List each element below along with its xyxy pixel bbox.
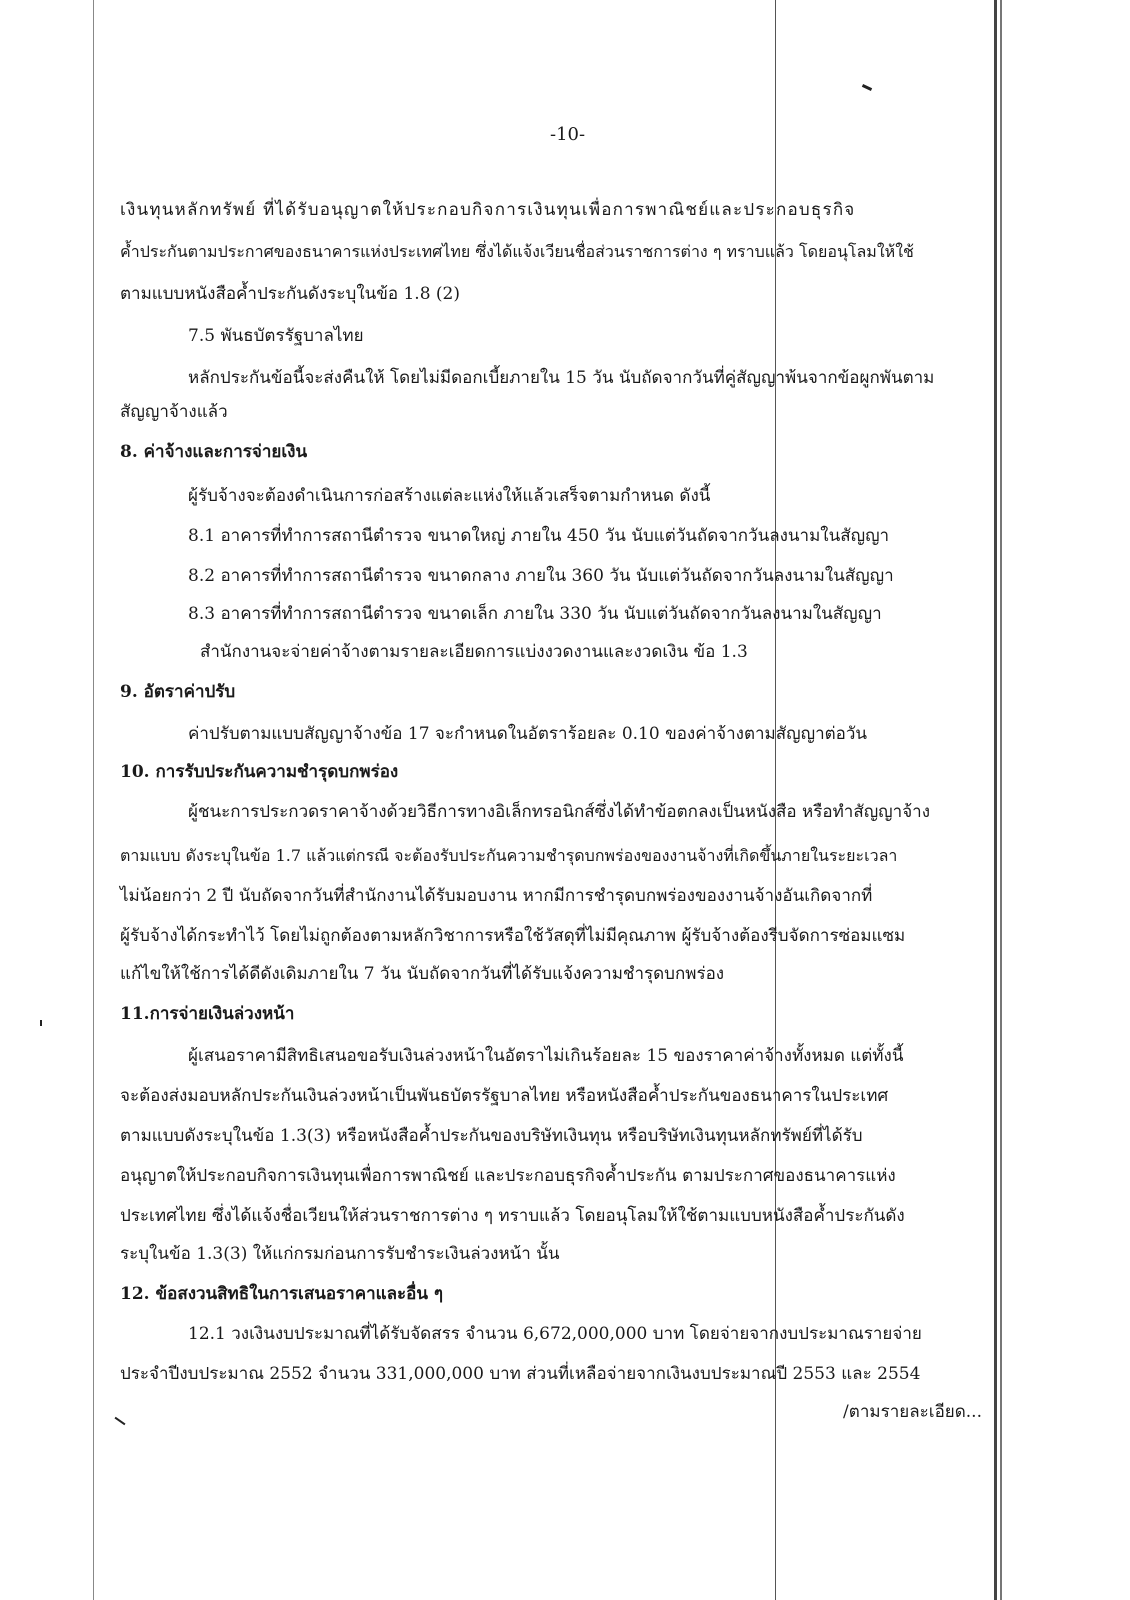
scan-border-left xyxy=(93,0,94,1600)
paragraph-line: ค่าปรับตามแบบสัญญาจ้างข้อ 17 จะกำหนดในอัตราร้อยละ 0.10 ของค่าจ้างตามสัญญาต่อวัน xyxy=(188,724,868,744)
paragraph-line: 8.2 อาคารที่ทำการสถานีตำรวจ ขนาดกลาง ภายใน 360 วัน นับแต่วันถัดจากวันลงนามในสัญญา xyxy=(188,566,894,586)
paragraph-line: ประจำปีงบประมาณ 2552 จำนวน 331,000,000 บาท ส่วนที่เหลือจ่ายจากเงินงบประมาณปี 2553 และ 2554 xyxy=(120,1364,921,1384)
paragraph-line: ค้ำประกันตามประกาศของธนาคารแห่งประเทศไทย ซึ่งได้แจ้งเวียนชื่อส่วนราชการต่าง ๆ ทราบแล้ว โดยอนุโลมให้ใช้ xyxy=(120,242,914,261)
paragraph-line: 12.1 วงเงินงบประมาณที่ได้รับจัดสรร จำนวน 6,672,000,000 บาท โดยจ่ายจากงบประมาณรายจ่าย xyxy=(188,1324,922,1344)
scan-border-right xyxy=(994,0,997,1600)
paragraph-line: ตามแบบหนังสือค้ำประกันดังระบุในข้อ 1.8 (2) xyxy=(120,284,460,304)
paragraph-line: 8.3 อาคารที่ทำการสถานีตำรวจ ขนาดเล็ก ภายใน 330 วัน นับแต่วันถัดจากวันลงนามในสัญญา xyxy=(188,604,882,624)
paragraph-line: 7.5 พันธบัตรรัฐบาลไทย xyxy=(188,326,364,346)
scan-speck xyxy=(115,1417,126,1426)
paragraph-line: ผู้เสนอราคามีสิทธิเสนอขอรับเงินล่วงหน้าในอัตราไม่เกินร้อยละ 15 ของราคาค่าจ้างทั้งหมด แต่ทั้งนี้ xyxy=(188,1046,904,1066)
paragraph-line: 8.1 อาคารที่ทำการสถานีตำรวจ ขนาดใหญ่ ภายใน 450 วัน นับแต่วันถัดจากวันลงนามในสัญญา xyxy=(188,526,890,546)
continuation-note: /ตามรายละเอียด... xyxy=(843,1402,982,1422)
paragraph-line: จะต้องส่งมอบหลักประกันเงินล่วงหน้าเป็นพันธบัตรรัฐบาลไทย หรือหนังสือค้ำประกันของธนาคารในประเทศ xyxy=(120,1086,889,1106)
paragraph-line: ตามแบบดังระบุในข้อ 1.3(3) หรือหนังสือค้ำประกันของบริษัทเงินทุน หรือบริษัทเงินทุนหลักทรัพย์ที่ได้รับ xyxy=(120,1126,863,1146)
section-heading: 11.การจ่ายเงินล่วงหน้า xyxy=(120,1004,295,1024)
paragraph-line: แก้ไขให้ใช้การได้ดีดังเดิมภายใน 7 วัน นับถัดจากวันที่ได้รับแจ้งความชำรุดบกพร่อง xyxy=(120,964,725,984)
paragraph-line: ตามแบบ ดังระบุในข้อ 1.7 แล้วแต่กรณี จะต้องรับประกันความชำรุดบกพร่องของงานจ้างที่เกิดขึ้นภายในระยะเวลา xyxy=(120,846,898,865)
paragraph-line: ผู้ชนะการประกวดราคาจ้างด้วยวิธีการทางอิเล็กทรอนิกส์ซึ่งได้ทำข้อตกลงเป็นหนังสือ หรือทำสัญญาจ้าง xyxy=(188,802,931,822)
section-heading: 10. การรับประกันความชำรุดบกพร่อง xyxy=(120,762,399,782)
scan-speck xyxy=(40,1020,42,1026)
paragraph-line: ประเทศไทย ซึ่งได้แจ้งชื่อเวียนให้ส่วนราชการต่าง ๆ ทราบแล้ว โดยอนุโลมให้ใช้ตามแบบหนังสือค้ำประกันดัง xyxy=(120,1206,905,1226)
paragraph-line: สำนักงานจะจ่ายค่าจ้างตามรายละเอียดการแบ่งงวดงานและงวดเงิน ข้อ 1.3 xyxy=(200,642,748,662)
section-heading: 9. อัตราค่าปรับ xyxy=(120,682,236,702)
paragraph-line: อนุญาตให้ประกอบกิจการเงินทุนเพื่อการพาณิชย์ และประกอบธุรกิจค้ำประกัน ตามประกาศของธนาคารแห่ง xyxy=(120,1166,896,1186)
scan-speck xyxy=(862,84,872,91)
paragraph-line: หลักประกันข้อนี้จะส่งคืนให้ โดยไม่มีดอกเบี้ยภายใน 15 วัน นับถัดจากวันที่คู่สัญญาพ้นจากข้อผูกพันตาม xyxy=(188,368,935,388)
scan-border-right-outer xyxy=(1000,0,1002,1600)
paragraph-line: เงินทุนหลักทรัพย์ ที่ได้รับอนุญาตให้ประกอบกิจการเงินทุนเพื่อการพาณิชย์และประกอบธุรกิจ xyxy=(120,200,856,220)
page-number: -10- xyxy=(550,124,586,145)
section-heading: 12. ข้อสงวนสิทธิในการเสนอราคาและอื่น ๆ xyxy=(120,1284,444,1304)
paragraph-line: สัญญาจ้างแล้ว xyxy=(120,402,228,422)
paragraph-line: ระบุในข้อ 1.3(3) ให้แก่กรมก่อนการรับชำระเงินล่วงหน้า นั้น xyxy=(120,1244,560,1264)
paragraph-line: ไม่น้อยกว่า 2 ปี นับถัดจากวันที่สำนักงานได้รับมอบงาน หากมีการชำรุดบกพร่องของงานจ้างอันเกิดจากที่ xyxy=(120,886,873,906)
section-heading: 8. ค่าจ้างและการจ่ายเงิน xyxy=(120,442,308,462)
paragraph-line: ผู้รับจ้างได้กระทำไว้ โดยไม่ถูกต้องตามหลักวิชาการหรือใช้วัสดุที่ไม่มีคุณภาพ ผู้รับจ้างต้องรีบจัดการซ่อมแซม xyxy=(120,926,906,946)
paragraph-line: ผู้รับจ้างจะต้องดำเนินการก่อสร้างแต่ละแห่งให้แล้วเสร็จตามกำหนด ดังนี้ xyxy=(188,486,711,506)
